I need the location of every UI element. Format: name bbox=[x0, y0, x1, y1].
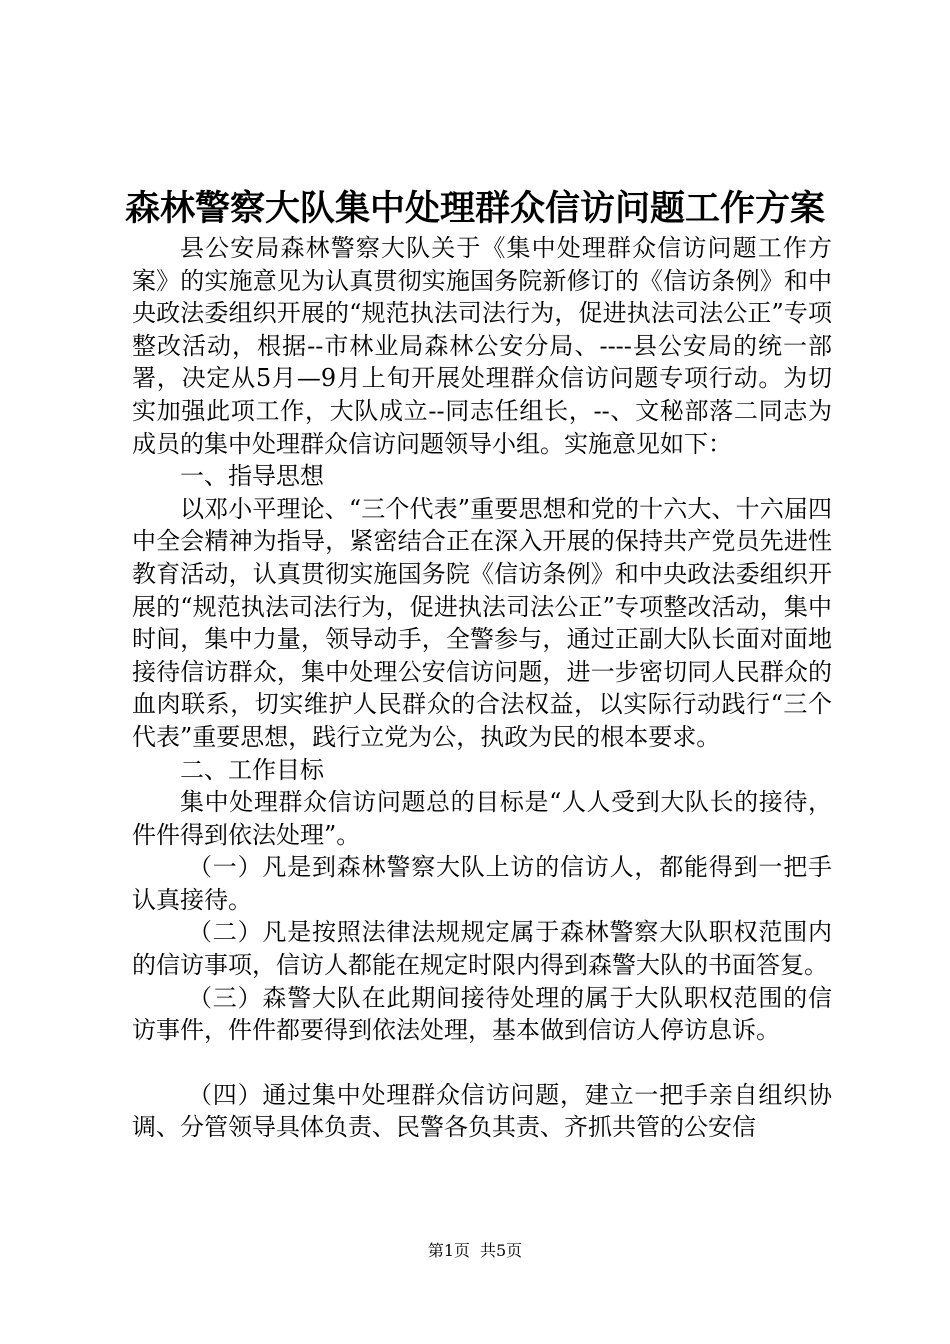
section-heading-guiding-ideology: 一、指导思想 bbox=[180, 462, 324, 491]
intro-paragraph: 县公安局森林警察大队关于《集中处理群众信访问题工作方案》的实施意见为认真贯彻实施国务院新修订的《信访条例》和中央政法委组织开展的“规范执法司法行为，促进执法司法公正”专项整改活动，根据--市林业局森林公安分局、----县公安局的统一部署，决定从5月—9月上旬开展处理群众信访问题专项行动。为切实加强此项工作，大队成立--同志任组长，--、文秘部落二同志为成员的集中处理群众信访问题领导小组。实施意见如下： bbox=[132, 234, 832, 458]
guiding-ideology-paragraph: 以邓小平理论、“三个代表”重要思想和党的十六大、十六届四中全会精神为指导，紧密结合正在深入开展的保持共产党员先进性教育活动，认真贯彻实施国务院《信访条例》和中央政法委组织开展的“规范执法司法行为，促进执法司法公正”专项整改活动，集中时间，集中力量，领导动手，全警参与，通过正副大队长面对面地接待信访群众，集中处理公安信访问题，进一步密切同人民群众的血肉联系，切实维护人民群众的合法权益，以实际行动践行“三个代表”重要思想，践行立党为公，执政为民的根本要求。 bbox=[132, 494, 832, 751]
page-footer bbox=[0, 1241, 950, 1261]
work-goals-paragraph: 集中处理群众信访问题总的目标是“人人受到大队长的接待，件件得到依法处理”。 bbox=[132, 788, 832, 849]
document-body bbox=[132, 232, 832, 1144]
paragraph-gap bbox=[132, 1047, 832, 1079]
goal-item-3: （三）森警大队在此期间接待处理的属于大队职权范围的信访事件，件件都要得到依法处理，基本做到信访人停访息诉。 bbox=[132, 983, 832, 1045]
document-title: 森林警察大队集中处理群众信访问题工作方案 bbox=[124, 189, 825, 229]
section-heading-work-goals: 二、工作目标 bbox=[180, 755, 324, 784]
goal-item-4: （四）通过集中处理群众信访问题，建立一把手亲自组织协调、分管领导具体负责、民警各负其责、齐抓共管的公安信 bbox=[132, 1080, 832, 1142]
page-total: 共5页 bbox=[480, 1241, 523, 1260]
goal-item-1: （一）凡是到森林警察大队上访的信访人，都能得到一把手认真接待。 bbox=[132, 853, 832, 914]
goal-item-2: （二）凡是按照法律法规规定属于森林警察大队职权范围内的信访事项，信访人都能在规定时限内得到森警大队的书面答复。 bbox=[132, 918, 832, 980]
page-number: 第1页 bbox=[427, 1241, 470, 1260]
